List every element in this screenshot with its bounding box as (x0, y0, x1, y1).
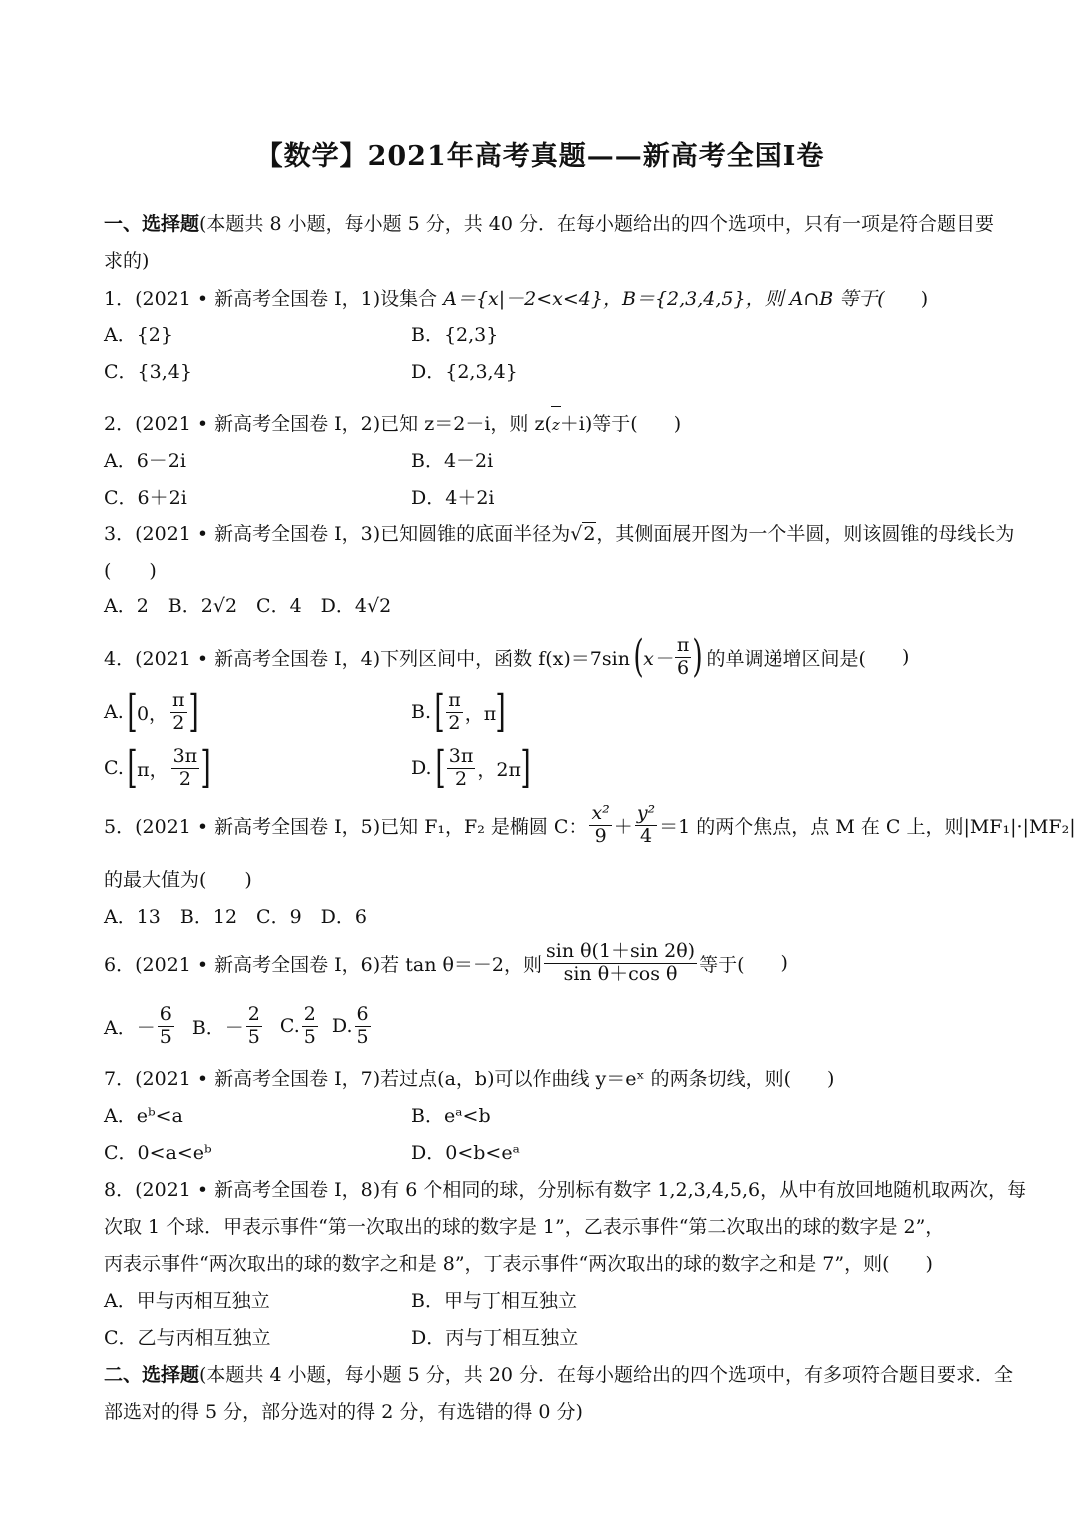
section-1-desc-line1: (本题共 8 小题，每小题 5 分，共 40 分．在每小题给出的四个选项中，只有一项是符合题目要 (199, 213, 995, 235)
q6-b-label: B．－ (191, 1016, 244, 1039)
q6-suffix: 等于( (699, 953, 745, 976)
q6-c-label: C. (279, 1015, 300, 1037)
q6-b-frac (246, 1004, 262, 1049)
q4-a-rbracket: ] (187, 686, 199, 737)
q4-c-left: π， (137, 758, 169, 781)
q4-b-num: π (448, 688, 461, 711)
question-3-stem (104, 519, 1014, 546)
q4-a-lbracket: [ (127, 686, 138, 737)
q4-option-d (411, 744, 534, 792)
q4-c-den: 2 (178, 767, 191, 790)
q5-options: A．13 B．12 C．9 D．6 (104, 906, 367, 928)
q4-fraction (675, 635, 692, 680)
q4-c-rbracket: ] (200, 742, 211, 793)
q1-option-d: D．{2,3,4} (411, 361, 518, 383)
q6-a-num: 6 (159, 1002, 172, 1025)
q4-d-num: 3π (448, 744, 474, 767)
q2-option-d: D．4＋2i (411, 487, 495, 509)
q6-c-den: 5 (303, 1025, 316, 1048)
q6-options (104, 1002, 373, 1050)
q4-a-left: 0， (136, 702, 169, 725)
q6-fraction (544, 941, 697, 986)
section-1-heading: 一、选择题 (104, 213, 200, 235)
q4-option-b (411, 688, 509, 736)
q3-radicand: 2 (583, 523, 596, 545)
section-2-desc-line2: 部选对的得 5 分，部分选对的得 2 分，有选错的得 0 分) (104, 1401, 583, 1423)
q2-suffix: ＋i)等于( (559, 413, 638, 435)
q4-right-bracket: ) (692, 631, 704, 682)
section-2-heading: 二、选择题 (104, 1364, 200, 1386)
q4-a-frac (170, 690, 187, 735)
section-2-header (104, 1360, 1013, 1387)
q8-line1: 8．(2021 • 新高考全国卷 I，8)有 6 个相同的球，分别标有数字 1,2,3,4,5,6，从中有放回地随机取两次，每 (104, 1179, 1027, 1201)
q4-a-num: π (172, 688, 185, 711)
question-6-stem (104, 937, 788, 989)
q6-a-frac (158, 1004, 174, 1049)
q8-option-d: D．丙与丁相互独立 (411, 1327, 579, 1349)
q7-option-b: B．eᵃ<b (411, 1105, 491, 1127)
q2-prefix: 2．(2021 • 新高考全国卷 I，2)已知 z＝2－i，则 z( (104, 413, 552, 435)
q4-b-den: 2 (448, 711, 461, 734)
q5-frac-x (589, 803, 611, 848)
q8-option-b: B．甲与丁相互独立 (411, 1290, 577, 1312)
q4-option-a (104, 688, 202, 736)
question-5-stem (104, 800, 1076, 850)
q6-a-label: A．－ (104, 1016, 156, 1039)
q5-four: 4 (639, 824, 653, 847)
q4-d-right: ，2π (477, 758, 521, 781)
q4-inner: x－ (643, 647, 673, 670)
q1-option-b: B．{2,3} (411, 324, 499, 346)
q2-option-c: C．6＋2i (104, 487, 187, 509)
q6-a-den: 5 (159, 1025, 172, 1048)
q4-d-frac (447, 746, 476, 791)
question-4-stem (104, 631, 909, 683)
q6-d-den: 5 (356, 1025, 369, 1048)
q1-math: A＝{x|－2<x<4}，B＝{2,3,4,5}，则 A∩B 等于( (443, 288, 885, 310)
q5-nine: 9 (594, 824, 607, 847)
q8-close: ) (925, 1253, 933, 1275)
q4-c-lbracket: [ (127, 742, 138, 793)
q6-c-frac (302, 1004, 318, 1049)
q3-suffix: ，其侧面展开图为一个半圆，则该圆锥的母线长为 (596, 523, 1015, 545)
q6-d-frac (355, 1004, 371, 1049)
q5-prefix: 5．(2021 • 新高考全国卷 I，5)已知 F₁，F₂ 是椭圆 C： (104, 815, 588, 838)
q1-option-c: C．{3,4} (104, 361, 192, 383)
q8-option-c: C．乙与丙相互独立 (104, 1327, 271, 1349)
q3-sqrt: √2 (570, 523, 596, 545)
q3-options: A．2 B．2√2 C．4 D．4√2 (104, 595, 392, 617)
q6-b-den: 5 (247, 1025, 260, 1048)
q4-a-den: 2 (172, 711, 185, 734)
q6-d-label: D. (331, 1015, 353, 1037)
q4-a-label: A. (104, 701, 124, 723)
q4-prefix: 4．(2021 • 新高考全国卷 I，4)下列区间中，函数 f(x)＝7sin (104, 647, 630, 670)
q2-zbar: z (551, 416, 560, 434)
question-2-stem (104, 409, 681, 436)
q3-blank: ( ) (104, 560, 157, 582)
q4-b-frac (446, 690, 463, 735)
q6-b-num: 2 (247, 1002, 260, 1025)
q4-d-lbracket: [ (435, 742, 446, 793)
section-1-desc-line2: 求的) (104, 250, 150, 272)
q6-num: sin θ(1＋sin 2θ) (546, 939, 696, 962)
q4-d-rbracket: ] (520, 742, 531, 793)
q6-close: ) (780, 952, 788, 974)
q8-line2: 次取 1 个球．甲表示事件“第一次取出的球的数字是 1”，乙表示事件“第二次取出的球的数字是 2”， (104, 1216, 945, 1238)
q4-c-frac (171, 746, 200, 791)
q4-d-den: 2 (455, 767, 468, 790)
q4-c-label: C. (104, 757, 124, 779)
q5-suffix: ＝1 的两个焦点，点 M 在 C 上，则|MF₁|·|MF₂| (659, 815, 1076, 838)
q7-stem-text: 7．(2021 • 新高考全国卷 I，7)若过点(a，b)可以作曲线 y＝eˣ 的两条切线，则( (104, 1068, 792, 1090)
q4-b-right: ，π (464, 702, 497, 725)
question-7-stem (104, 1064, 834, 1091)
q4-suffix: 的单调递增区间是( (706, 647, 866, 670)
q4-close: ) (901, 646, 910, 668)
q7-close: ) (827, 1068, 835, 1090)
question-1-stem (104, 284, 928, 311)
q1-prefix: 1．(2021 • 新高考全国卷 I，1)设集合 (104, 288, 444, 310)
q4-frac-den: 6 (677, 656, 690, 679)
q7-option-c: C．0<a<eᵇ (104, 1142, 212, 1164)
q3-prefix: 3．(2021 • 新高考全国卷 I，3)已知圆锥的底面半径为 (104, 523, 571, 545)
q4-b-rbracket: ] (495, 686, 506, 737)
q7-option-a: A．eᵇ<a (104, 1105, 183, 1127)
q7-option-d: D．0<b<eᵃ (411, 1142, 520, 1164)
q4-b-label: B. (411, 701, 432, 723)
q4-frac-num: π (676, 633, 690, 656)
q4-option-c (104, 744, 214, 792)
section-2-desc-line1: (本题共 4 小题，每小题 5 分，共 20 分．在每小题给出的四个选项中，有多项符合题目要求．全 (199, 1364, 1014, 1386)
page-title: 【数学】2021年高考真题——新高考全国Ⅰ卷 (255, 141, 825, 172)
q4-b-lbracket: [ (434, 686, 445, 737)
q6-den: sin θ＋cos θ (563, 962, 678, 985)
q5-y2: y² (636, 801, 656, 824)
q4-d-label: D. (411, 757, 432, 779)
q2-option-a: A．6－2i (104, 450, 186, 472)
q5-line2: 的最大值为( ) (104, 869, 252, 891)
q5-x2: x² (591, 801, 610, 824)
q8-option-a: A．甲与丙相互独立 (104, 1290, 270, 1312)
q6-c-num: 2 (303, 1002, 316, 1025)
q4-left-bracket: ( (633, 631, 644, 682)
q6-prefix: 6．(2021 • 新高考全国卷 I，6)若 tan θ＝－2，则 (104, 953, 542, 976)
q6-d-num: 6 (356, 1002, 369, 1025)
section-1-header (104, 209, 994, 236)
q5-frac-y (635, 803, 657, 848)
q1-close: ) (920, 288, 929, 310)
q8-line3 (104, 1249, 933, 1276)
q2-close: ) (673, 413, 682, 435)
q5-plus: ＋ (613, 815, 633, 838)
q2-option-b: B．4－2i (411, 450, 494, 472)
q4-c-num: 3π (172, 744, 198, 767)
q1-option-a: A．{2} (104, 324, 173, 346)
q8-line3-text: 丙表示事件“两次取出的球的数字之和是 8”，丁表示事件“两次取出的球的数字之和是 7”，则( (104, 1253, 890, 1275)
